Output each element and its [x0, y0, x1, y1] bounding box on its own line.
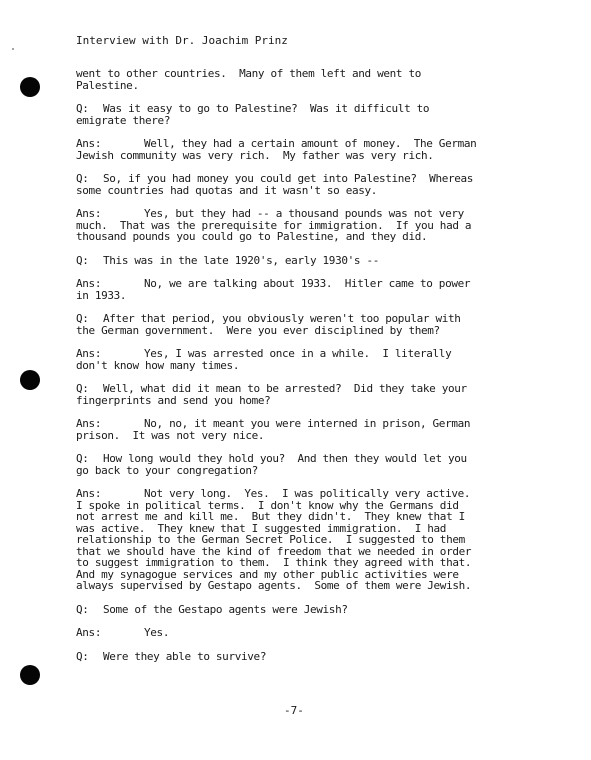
speaker-question-label: Q:	[76, 452, 89, 465]
paragraph-text: After that period, you obviously weren't too popular with the German government. Were you ever disciplined by them?	[76, 312, 461, 337]
paragraph-text: How long would they hold you? And then they would let you go back to your congregation?	[76, 452, 467, 477]
transcript-body	[76, 68, 576, 674]
paragraph-text: No, we are talking about 1933. Hitler came to power in 1933.	[76, 277, 471, 302]
paragraph-text: Yes, I was arrested once in a while. I literally don't know how many times.	[76, 347, 452, 372]
speaker-answer-label: Ans:	[76, 487, 102, 500]
punch-hole-bottom	[20, 665, 40, 685]
paragraph-text: Well, what did it mean to be arrested? Did they take your fingerprints and send you home?	[76, 382, 467, 407]
speaker-question-label: Q:	[76, 312, 89, 325]
transcript-paragraph	[76, 453, 576, 476]
transcript-paragraph	[76, 278, 576, 301]
transcript-paragraph	[76, 173, 576, 196]
transcript-paragraph	[76, 208, 576, 243]
transcript-paragraph	[76, 627, 576, 639]
transcript-paragraph	[76, 348, 576, 371]
paragraph-text: Yes, but they had -- a thousand pounds was not very much. That was the prerequisite for immigration. If you had a thousand pounds you could go to Palestine, and they did.	[76, 207, 472, 243]
speaker-answer-label: Ans:	[76, 417, 102, 430]
speaker-question-label: Q:	[76, 649, 89, 663]
transcript-paragraph	[76, 651, 576, 663]
speaker-answer-label: Ans:	[76, 277, 102, 290]
speaker-question-label: Q:	[76, 382, 89, 395]
paper-speck	[12, 48, 14, 50]
paragraph-text: went to other countries. Many of them left and went to Palestine.	[76, 67, 421, 92]
page-number: -7-	[284, 704, 304, 717]
paragraph-text: Were they able to survive?	[103, 649, 267, 663]
transcript-paragraph	[76, 488, 576, 592]
paragraph-text: Was it easy to go to Palestine? Was it difficult to emigrate there?	[76, 102, 430, 127]
transcript-paragraph	[76, 604, 576, 616]
speaker-question-label: Q:	[76, 253, 89, 267]
speaker-question-label: Q:	[76, 102, 89, 115]
speaker-question-label: Q:	[76, 172, 89, 185]
speaker-question-label: Q:	[76, 602, 89, 616]
transcript-paragraph	[76, 383, 576, 406]
paragraph-text: So, if you had money you could get into Palestine? Whereas some countries had quotas and it wasn't so easy.	[76, 172, 474, 197]
transcript-paragraph	[76, 255, 576, 267]
speaker-answer-label: Ans:	[76, 626, 102, 639]
speaker-answer-label: Ans:	[76, 207, 102, 220]
transcript-paragraph	[76, 418, 576, 441]
page-header: Interview with Dr. Joachim Prinz	[76, 34, 288, 47]
transcript-paragraph	[76, 138, 576, 161]
punch-hole-middle	[20, 370, 40, 390]
speaker-answer-label: Ans:	[76, 137, 102, 150]
paragraph-text: This was in the late 1920's, early 1930's --	[103, 253, 379, 267]
transcript-paragraph	[76, 313, 576, 336]
transcript-paragraph	[76, 68, 576, 91]
paragraph-text: Well, they had a certain amount of money. The German Jewish community was very rich. My father was very rich.	[76, 137, 477, 162]
paragraph-text: No, no, it meant you were interned in prison, German prison. It was not very nice.	[76, 417, 471, 442]
paragraph-text: Not very long. Yes. I was politically very active. I spoke in political terms. I don't know why the Germans did not arrest me and kill me. But they didn't. They knew that I was active. They knew that I suggested immigration. I had relationship to the German Secret Police. I suggested to them that we should have the kind of freedom that we needed in order to suggest immigration to them. I think they agreed with that. And my synagogue services and my other public activities were always supervised by Gestapo agents. Some of them were Jewish.	[76, 487, 472, 592]
punch-hole-top	[20, 77, 40, 97]
paragraph-text: Some of the Gestapo agents were Jewish?	[103, 602, 348, 616]
transcript-paragraph	[76, 103, 576, 126]
speaker-answer-label: Ans:	[76, 347, 102, 360]
paragraph-text: Yes.	[144, 626, 170, 639]
